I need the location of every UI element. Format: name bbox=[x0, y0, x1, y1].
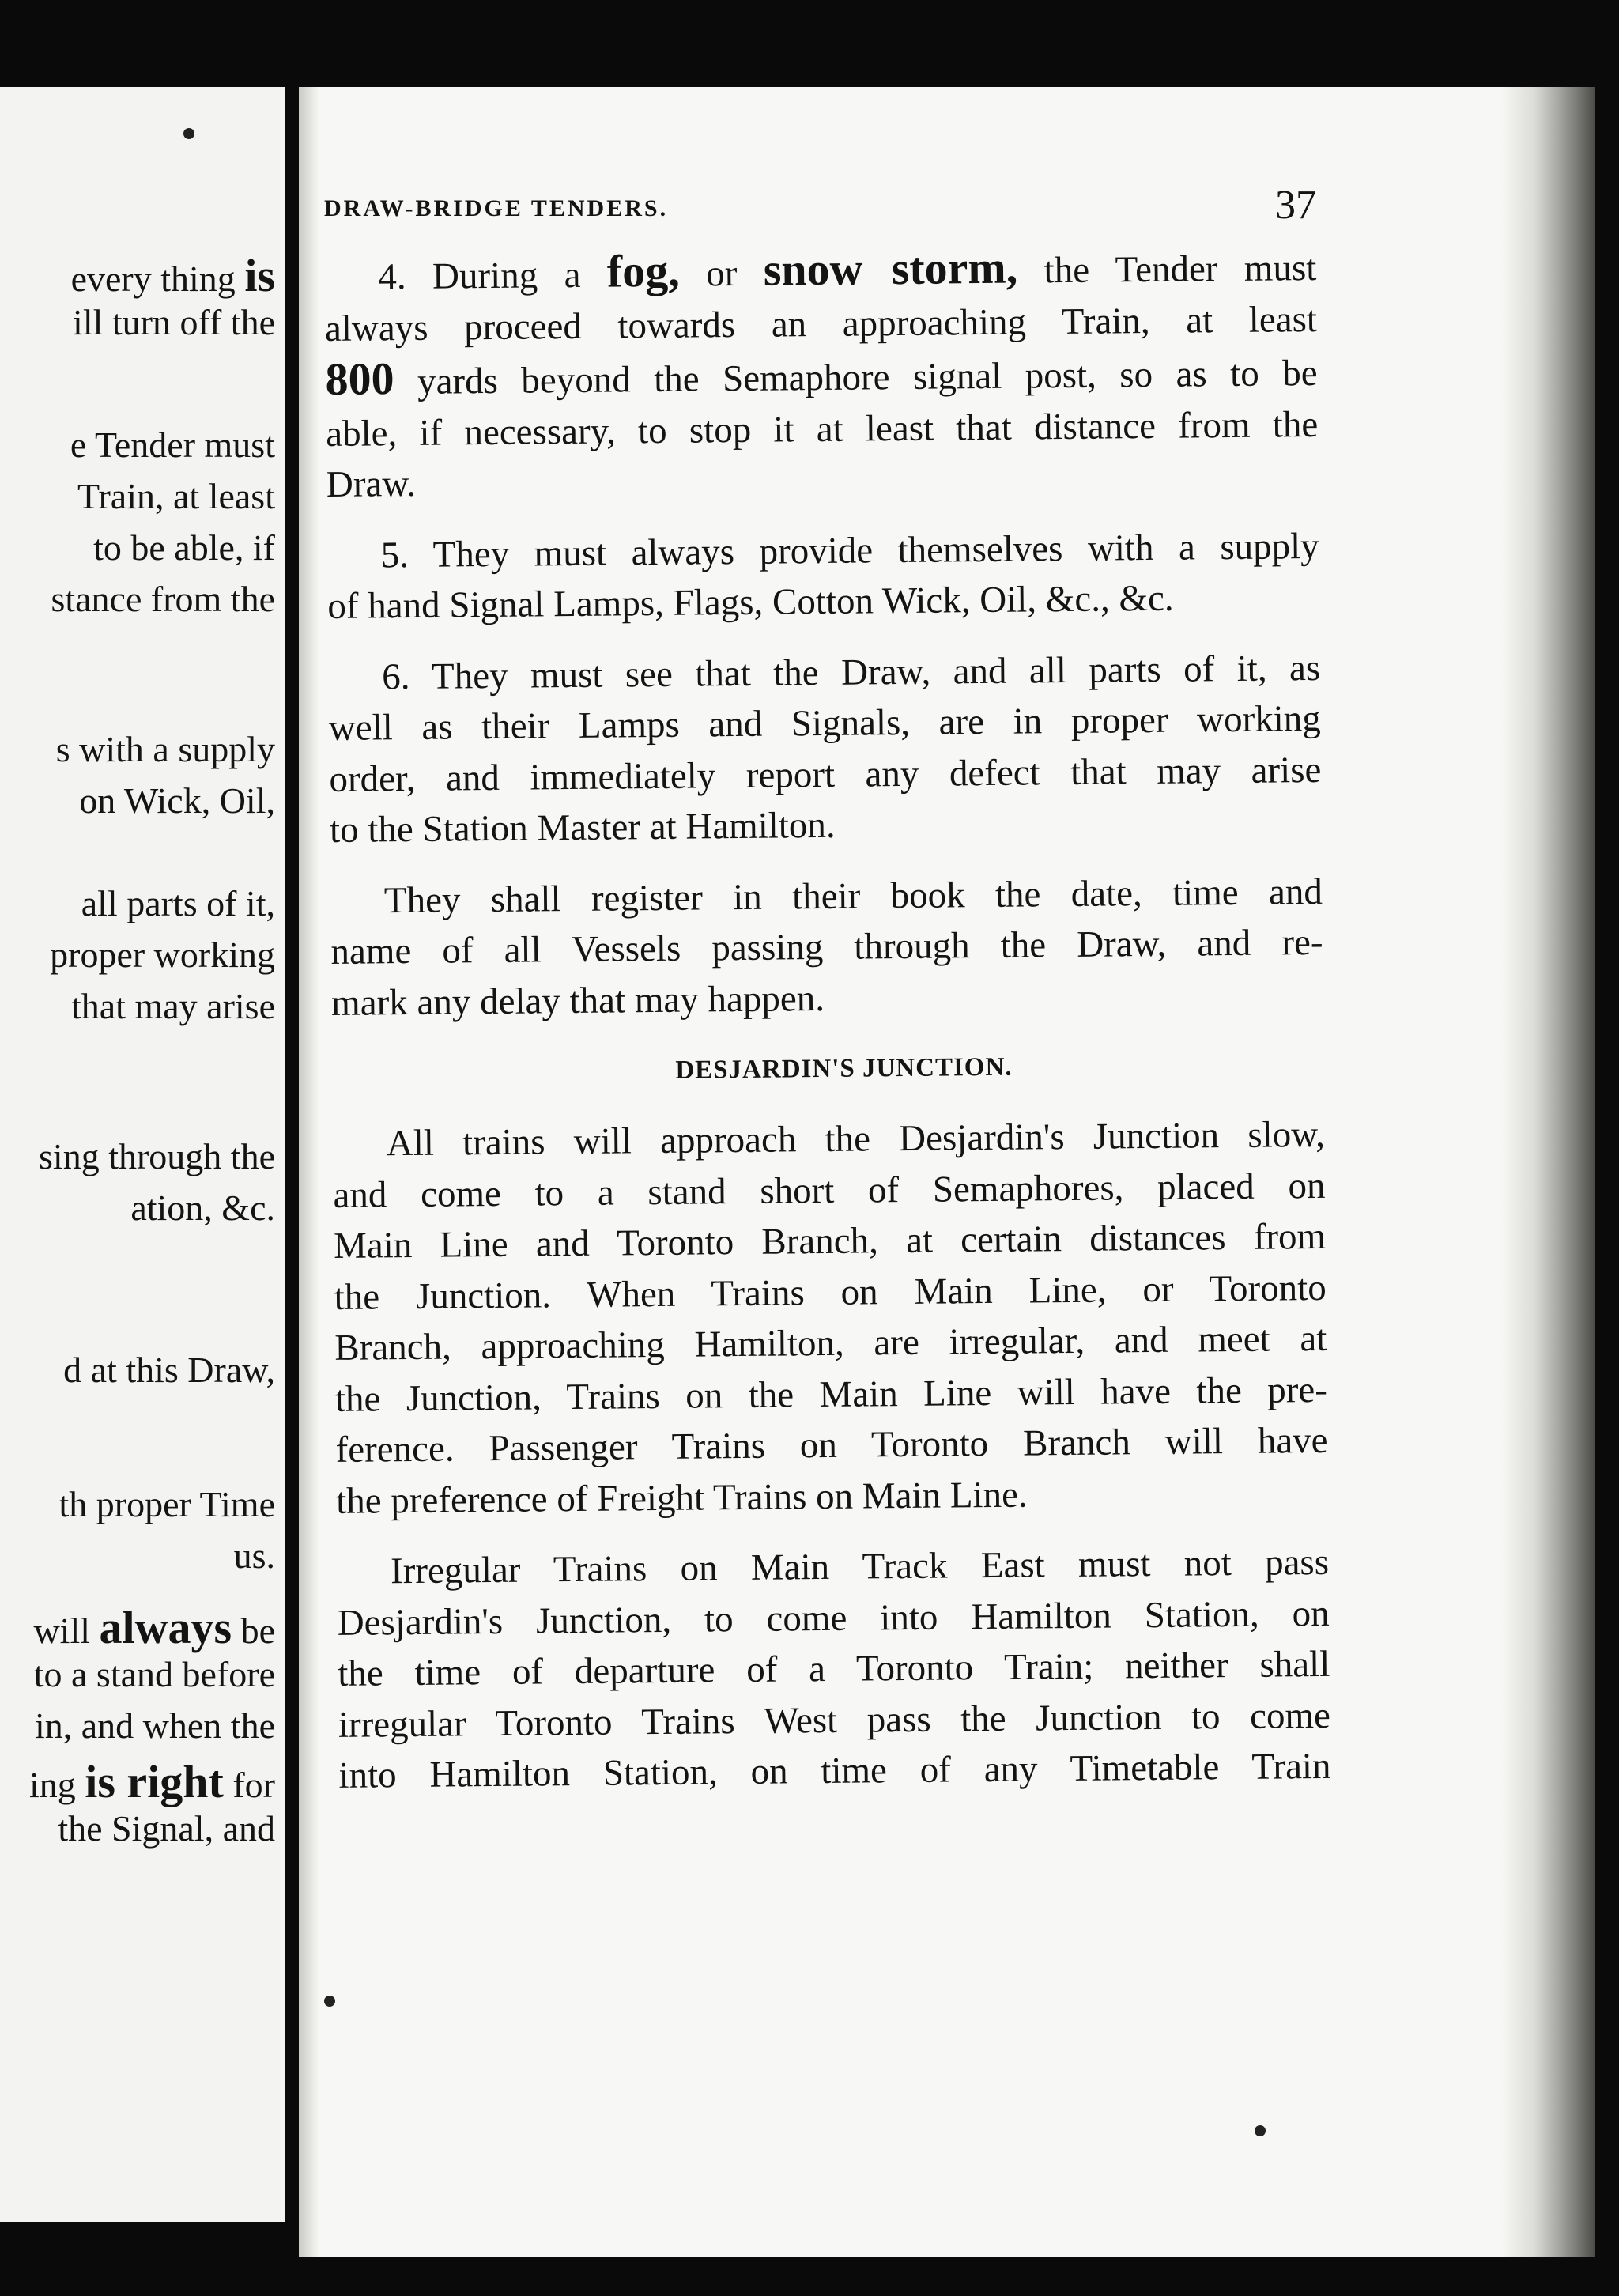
text-line bbox=[335, 1364, 1328, 1425]
line-text: the Junction. When Trains on Main Line, or Toronto bbox=[334, 1267, 1327, 1318]
left-line-text: every thing bbox=[70, 259, 236, 299]
left-page-line bbox=[81, 883, 275, 923]
line-text: Branch, approaching Hamilton, are irregular, and meet at bbox=[334, 1317, 1327, 1369]
line-text: mark any delay that may happen. bbox=[330, 977, 825, 1024]
text-line bbox=[330, 795, 1323, 856]
line-text: to the Station Master at Hamilton. bbox=[329, 804, 836, 851]
line-text: Desjardin's Junction, to come into Hamilton Station, on bbox=[337, 1592, 1330, 1644]
text-line bbox=[325, 345, 1318, 409]
left-page-line bbox=[70, 427, 275, 463]
line-text: They shall register in their book the date, time and bbox=[383, 870, 1323, 921]
text-line bbox=[330, 917, 1323, 978]
line-text: well as their Lamps and Signals, are in proper working bbox=[328, 697, 1322, 749]
text-line bbox=[338, 1639, 1330, 1700]
left-line-text: s with a supply bbox=[55, 729, 275, 769]
left-page-line bbox=[28, 1756, 275, 1807]
left-page-line bbox=[63, 1352, 275, 1388]
left-line-text: that may arise bbox=[70, 986, 275, 1026]
left-line-text: proper working bbox=[50, 935, 275, 975]
left-line-text: e Tender must bbox=[70, 425, 275, 465]
left-line-tail: be bbox=[240, 1611, 275, 1651]
gutter-dot bbox=[324, 1996, 335, 2007]
left-line-bold: is right bbox=[85, 1756, 224, 1807]
text-line bbox=[338, 1690, 1331, 1750]
text-line bbox=[334, 1313, 1327, 1374]
left-line-text: th proper Time bbox=[58, 1484, 275, 1524]
left-line-text: stance from the bbox=[51, 579, 275, 619]
line-text: the Tender must bbox=[1017, 247, 1317, 292]
paragraph bbox=[328, 642, 1322, 855]
line-text: irregular Toronto Trains West pass the Junction to come bbox=[338, 1694, 1331, 1746]
paragraph bbox=[337, 1537, 1331, 1802]
line-text: ference. Passenger Trains on Toronto Branch will have bbox=[335, 1419, 1328, 1471]
left-line-text: sing through the bbox=[39, 1136, 275, 1176]
emphasis-text: fog, bbox=[606, 244, 681, 297]
page-edge bbox=[1500, 87, 1595, 2257]
text-line bbox=[334, 1262, 1327, 1323]
left-page-line bbox=[79, 780, 275, 821]
left-page-line bbox=[73, 304, 275, 341]
gutter-shadow bbox=[299, 87, 319, 2257]
left-line-text: to be able, if bbox=[93, 527, 275, 568]
left-line-text: all parts of it, bbox=[81, 883, 275, 923]
emphasis-text: snow storm, bbox=[763, 241, 1018, 296]
line-text: Irregular Trains on Main Track East must not pass bbox=[390, 1541, 1330, 1592]
text-line bbox=[335, 1415, 1328, 1476]
page-header bbox=[324, 178, 1316, 228]
text-line bbox=[338, 1741, 1331, 1802]
line-text: always proceed towards an approaching Train, at least bbox=[324, 298, 1318, 349]
line-text: or bbox=[679, 252, 764, 295]
line-text: 4. During a bbox=[378, 254, 608, 298]
left-page-line bbox=[59, 1486, 275, 1523]
page-number: 37 bbox=[1275, 183, 1316, 228]
paragraph bbox=[324, 240, 1319, 511]
left-line-text: ill turn off the bbox=[73, 302, 275, 342]
left-line-text: to a stand before bbox=[33, 1654, 275, 1694]
text-line bbox=[328, 642, 1321, 703]
line-text: name of all Vessels passing through the Draw, and re- bbox=[330, 921, 1323, 972]
line-text: the Junction, Trains on the Main Line will have the pre- bbox=[334, 1369, 1328, 1420]
gutter-dot bbox=[183, 128, 194, 139]
text-line bbox=[327, 572, 1320, 633]
line-text: All trains will approach the Desjardin's Junction slow, bbox=[386, 1113, 1326, 1165]
section-title: DESJARDIN'S JUNCTION. bbox=[675, 1052, 1013, 1085]
left-line-text: d at this Draw, bbox=[63, 1350, 275, 1390]
left-line-text: the Signal, and bbox=[58, 1808, 275, 1849]
text-line bbox=[333, 1109, 1326, 1170]
left-page-line bbox=[34, 1656, 275, 1693]
left-line-text: us. bbox=[233, 1535, 275, 1576]
left-page-line bbox=[70, 250, 275, 301]
text-line bbox=[337, 1537, 1330, 1598]
left-line-tail: for bbox=[232, 1765, 275, 1805]
left-line-text: ation, &c. bbox=[130, 1188, 275, 1228]
line-text: and come to a stand short of Semaphores, placed on bbox=[333, 1165, 1326, 1216]
text-line bbox=[326, 450, 1319, 511]
line-text: 6. They must see that the Draw, and all parts of it, as bbox=[381, 647, 1321, 697]
left-page-line bbox=[93, 527, 275, 568]
text-line bbox=[325, 293, 1318, 354]
left-line-text: in, and when the bbox=[34, 1705, 275, 1746]
text-line bbox=[326, 520, 1319, 581]
text-line bbox=[324, 240, 1317, 304]
text-line bbox=[331, 968, 1324, 1029]
line-text: order, and immediately report any defect that may arise bbox=[329, 749, 1322, 800]
line-text: of hand Signal Lamps, Flags, Cotton Wick, Oil, &c., &c. bbox=[327, 577, 1174, 627]
text-line bbox=[329, 693, 1322, 754]
left-page-line bbox=[34, 1705, 275, 1746]
paragraph bbox=[330, 866, 1324, 1029]
text-line bbox=[333, 1160, 1326, 1221]
left-line-bold: always bbox=[99, 1602, 232, 1653]
line-text: the preference of Freight Trains on Main Line. bbox=[335, 1474, 1028, 1522]
left-page-line bbox=[71, 988, 275, 1025]
running-head: DRAW-BRIDGE TENDERS. bbox=[324, 195, 669, 221]
text-line bbox=[336, 1466, 1329, 1527]
left-line-text: Train, at least bbox=[77, 476, 275, 516]
paragraph bbox=[333, 1109, 1329, 1527]
page-body bbox=[324, 240, 1331, 1801]
emphasis-text: 800 bbox=[325, 353, 394, 405]
text-line bbox=[330, 866, 1323, 927]
left-page-line bbox=[51, 581, 275, 617]
left-page-line bbox=[130, 1190, 275, 1226]
line-text: Main Line and Toronto Branch, at certain distances from bbox=[333, 1215, 1327, 1267]
text-line bbox=[337, 1588, 1330, 1648]
left-page-line bbox=[56, 731, 275, 768]
left-page-line bbox=[50, 937, 275, 973]
text-line bbox=[334, 1211, 1327, 1272]
line-text: into Hamilton Station, on time of any Timetable Train bbox=[338, 1745, 1331, 1796]
left-page-line bbox=[33, 1602, 275, 1653]
line-text: Draw. bbox=[326, 463, 417, 505]
left-line-text: ing bbox=[28, 1765, 76, 1805]
text-line bbox=[329, 744, 1322, 805]
line-text: able, if necessary, to stop it at least that distance from the bbox=[325, 403, 1319, 455]
text-line bbox=[326, 398, 1319, 459]
line-text: yards beyond the Semaphore signal post, so as to be bbox=[394, 352, 1318, 403]
left-page-line bbox=[77, 478, 275, 515]
line-text: the time of departure of a Toronto Train; neither shall bbox=[338, 1643, 1330, 1694]
left-line-text: on Wick, Oil, bbox=[79, 780, 275, 821]
left-page bbox=[0, 87, 285, 2222]
left-page-line bbox=[233, 1535, 275, 1576]
gutter-dot bbox=[1255, 2125, 1266, 2136]
left-line-text: will bbox=[33, 1611, 90, 1651]
left-line-bold: is bbox=[244, 250, 275, 301]
paragraph bbox=[326, 520, 1319, 632]
line-text: 5. They must always provide themselves with a supply bbox=[380, 525, 1319, 576]
left-page-line bbox=[39, 1136, 275, 1176]
left-page-line bbox=[58, 1808, 275, 1849]
